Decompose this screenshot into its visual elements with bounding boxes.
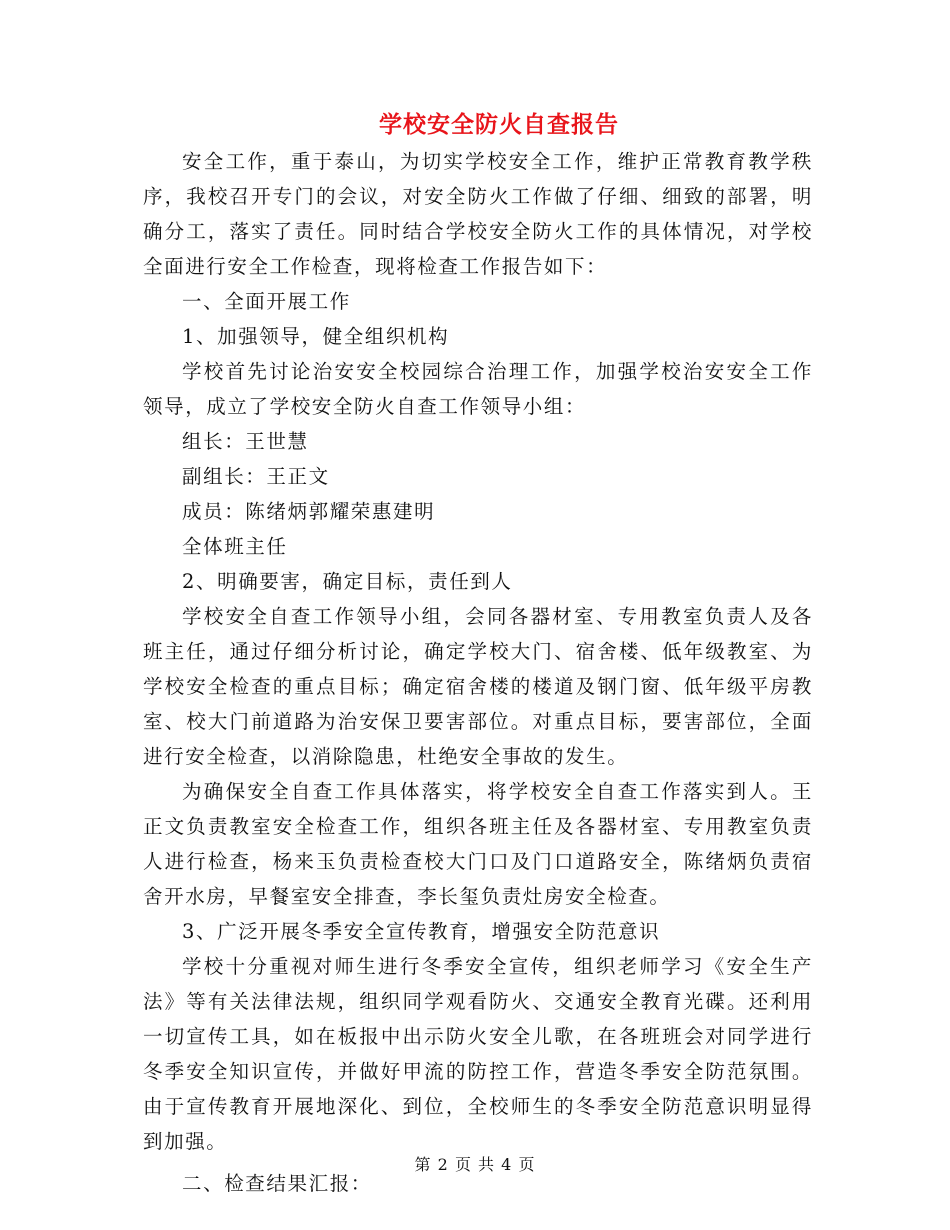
section-heading-1: 一、全面开展工作 xyxy=(182,290,351,313)
subsection-heading-2: 2、明确要害，确定目标，责任到人 xyxy=(182,570,513,593)
paragraph-leadership: 学校首先讨论治安安全校园综合治理工作，加强学校治安安全工作领导，成立了学校安全防火自查工作领导小组： xyxy=(143,360,813,418)
paragraph-key-targets: 学校安全自查工作领导小组，会同各器材室、专用教室负责人及各班主任，通过仔细分析讨论，确定学校大门、宿舍楼、低年级教室、为学校安全检查的重点目标；确定宿舍楼的楼道及钢门窗、低年级平房教室、校大门前道路为治安保卫要害部位。对重点目标，要害部位，全面进行安全检查，以消除隐患，杜绝安全事故的发生。 xyxy=(143,605,813,768)
subsection-heading-1: 1、加强领导，健全组织机构 xyxy=(182,325,450,348)
footer-total-word: 共 xyxy=(478,1155,496,1174)
deputy-group-leader: 副组长：王正文 xyxy=(182,465,330,488)
paragraph-safety-education: 学校十分重视对师生进行冬季安全宣传，组织老师学习《安全生产法》等有关法律法规，组织同学观看防火、交通安全教育光碟。还利用一切宣传工具，如在板报中出示防火安全儿歌，在各班班会对同学进行冬季安全知识宣传，并做好甲流的防控工作，营造冬季安全防范氛围。由于宣传教育开展地深化、到位，全校师生的冬季安全防范意识明显得到加强。 xyxy=(143,955,813,1153)
footer-suffix: 页 xyxy=(518,1155,536,1174)
group-leader: 组长：王世慧 xyxy=(182,430,309,453)
page-footer xyxy=(0,1154,950,1176)
document-title: 学校安全防火自查报告 xyxy=(379,111,619,138)
footer-total-pages: 4 xyxy=(501,1155,513,1174)
footer-page-word: 页 xyxy=(454,1155,472,1174)
document-body xyxy=(143,144,813,1201)
paragraph-intro: 安全工作，重于泰山，为切实学校安全工作，维护正常教育教学秩序，我校召开专门的会议，对安全防火工作做了仔细、细致的部署，明确分工，落实了责任。同时结合学校安全防火工作的具体情况，对学校全面进行安全工作检查，现将检查工作报告如下： xyxy=(143,150,813,278)
subsection-heading-3: 3、广泛开展冬季安全宣传教育，增强安全防范意识 xyxy=(182,920,661,943)
footer-current-page: 2 xyxy=(437,1155,449,1174)
section-heading-2: 二、检查结果汇报： xyxy=(182,1172,372,1195)
footer-prefix: 第 xyxy=(414,1155,432,1174)
group-members: 成员：陈绪炳郭耀荣惠建明 xyxy=(182,500,436,523)
paragraph-responsibility: 为确保安全自查工作具体落实，将学校安全自查工作落实到人。王正文负责教室安全检查工作，组织各班主任及各器材室、专用教室负责人进行检查，杨来玉负责检查校大门口及门口道路安全，陈绪炳负责宿舍开水房，早餐室安全排查，李长玺负责灶房安全检查。 xyxy=(143,780,813,908)
all-class-teachers: 全体班主任 xyxy=(182,535,288,558)
